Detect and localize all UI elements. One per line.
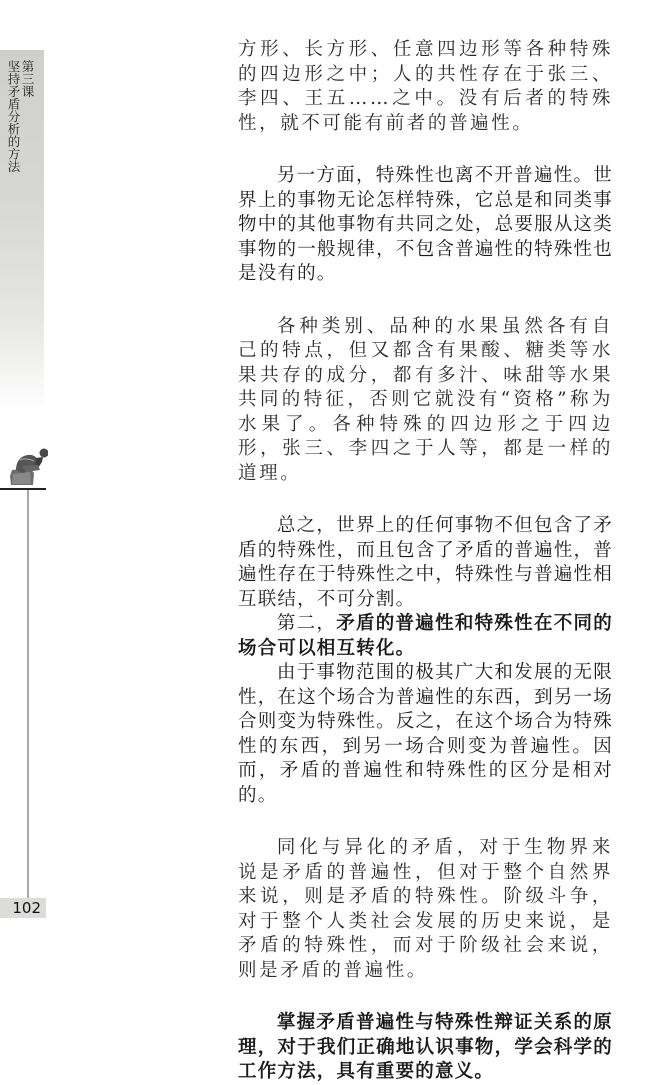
lesson-title: 坚持矛盾分析的方法 [6,60,21,173]
paragraph-second-point [238,612,613,661]
main-text [238,38,613,1085]
sidebar-chapter-title [6,60,35,173]
page-number-box [0,898,46,918]
thinker-statue-icon [8,440,48,486]
sidebar-vertical-rule [27,490,29,898]
paragraph-example-fruit: 各种类别、品种的水果虽然各有自己的特点，但又都含有果酸、糖类等水果共存的成分，都有多汁、味甜等水果共同的特征，否则它就没有“资格”称为水果了。各种特殊的四边形之于四边形，张三、李四之于人等，都是一样的道理。 [238,315,613,484]
sidebar-divider [0,488,46,490]
paragraph-example-assimilation: 同化与异化的矛盾，对于生物界来说是矛盾的普遍性，但对于整个自然界来说，则是矛盾的特殊性。阶级斗争，对于整个人类社会发展的历史来说，是矛盾的特殊性，而对于阶级社会来说，则是矛盾的普遍性。 [238,837,613,981]
paragraph-transformation: 由于事物范围的极其广大和发展的无限性，在这个场合为普遍性的东西，到另一场合则变为特殊性。反之，在这个场合为特殊性的东西，到另一场合则变为普遍性。因而，矛盾的普遍性和特殊性的区分是相对的。 [238,662,613,806]
page-number: 102 [12,899,41,917]
paragraph-particularity-needs-universality: 另一方面，特殊性也离不开普遍性。世界上的事物无论怎样特殊，它总是和同类事物中的其他事物有共同之处，总要服从这类事物的一般规律，不包含普遍性的特殊性也是没有的。 [238,165,613,284]
lesson-number: 第三课 [20,60,35,98]
paragraph-example-quadrilaterals: 方形、长方形、任意四边形等各种特殊的四边形之中；人的共性存在于张三、李四、王五……之中。没有后者的特殊性，就不可能有前者的普遍性。 [238,39,613,134]
paragraph-significance: 掌握矛盾普遍性与特殊性辩证关系的原理，对于我们正确地认识事物，学会科学的工作方法，具有重要的意义。 [238,1012,613,1082]
paragraph-conclusion: 总之，世界上的任何事物不但包含了矛盾的特殊性，而且包含了矛盾的普遍性，普遍性存在于特殊性之中，特殊性与普遍性相互联结，不可分割。 [238,515,613,610]
second-point-prefix: 第二， [276,613,337,634]
second-point-heading: 矛盾的普遍性和特殊性在不同的场合可以相互转化。 [238,613,613,659]
